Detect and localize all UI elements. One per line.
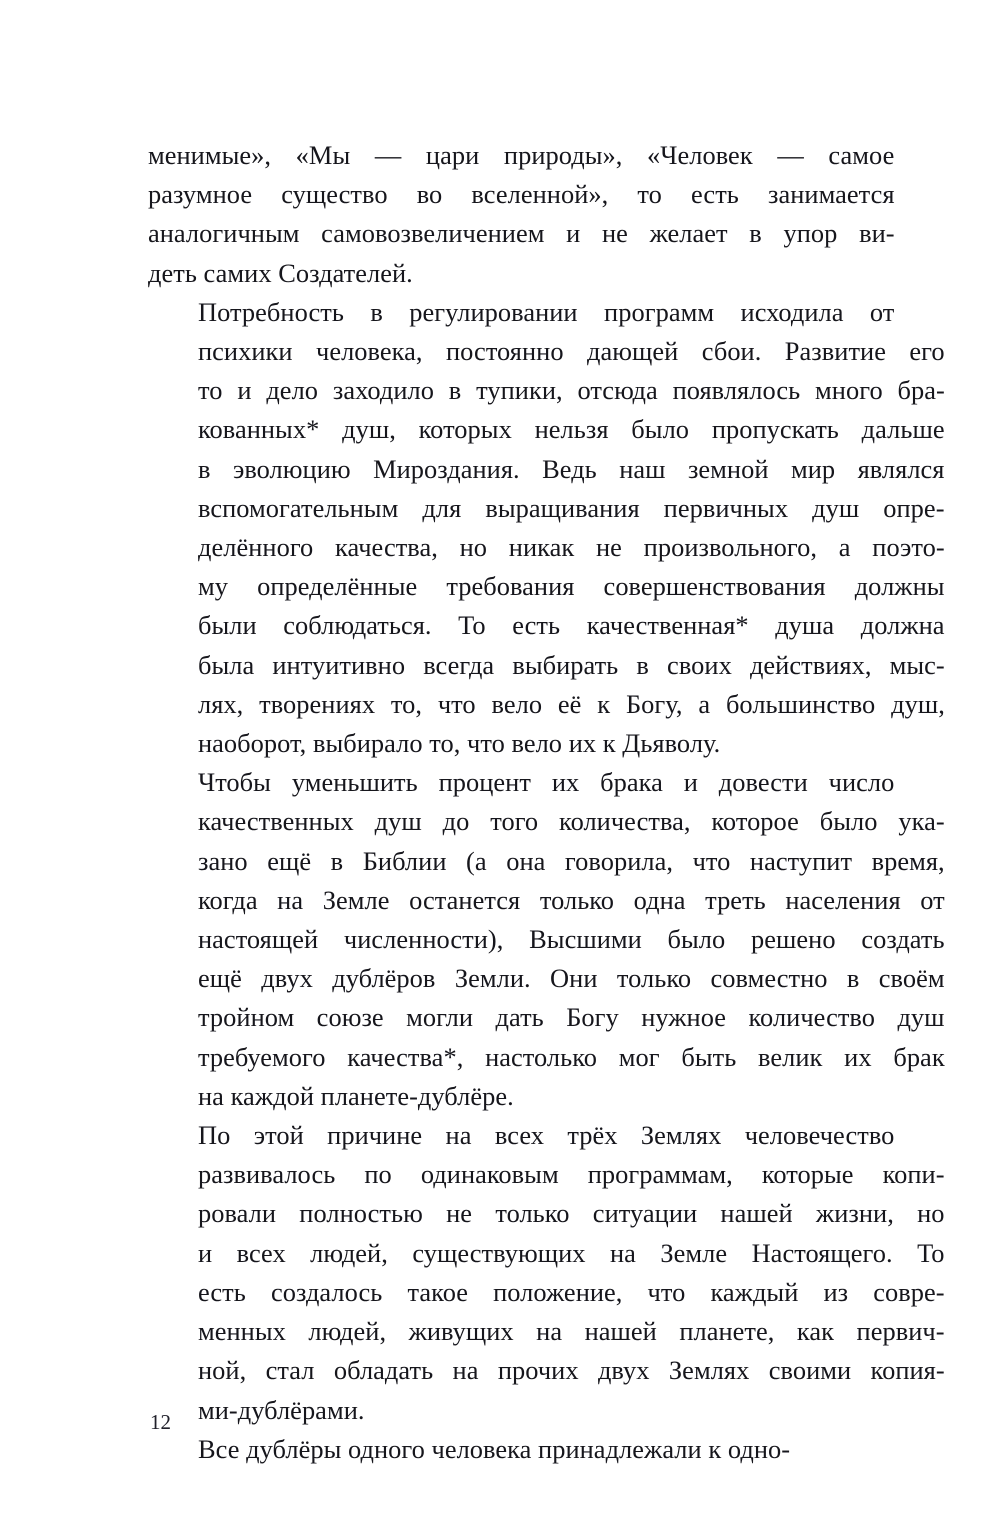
text-line: то и дело заходило в тупики, отсюда появлялось много бра- — [198, 375, 945, 406]
paragraph-po-etoy-prichine — [148, 1116, 945, 1430]
text-line: качественных душ до того количества, которое было ука- — [198, 806, 945, 837]
text-line: психики человека, постоянно дающей сбои. Развитие его — [198, 336, 945, 367]
text-line: ещё двух дублёров Земли. Они только совместно в своём — [198, 963, 945, 994]
text-line: когда на Земле останется только одна треть населения от — [198, 884, 945, 915]
text-line: По этой причине на всех трёх Землях человечество — [198, 1120, 895, 1151]
text-line: делённого качества, но никак не произвольного, а поэто- — [198, 532, 945, 563]
text-line: Потребность в регулировании программ исходила от — [198, 296, 895, 327]
paragraph-potrebnost — [148, 293, 945, 763]
text-line: лях, творениях то, что вело её к Богу, а большинство душ, — [198, 688, 945, 719]
text-line-footnote-kachestva: требуемого качества*, настолько мог быть велик их брак — [198, 1041, 945, 1072]
text-line: на каждой планете-дублёре. — [198, 1080, 514, 1111]
text-line: менных людей, живущих на нашей планете, как первич- — [198, 1316, 945, 1347]
paragraph-chtoby — [148, 763, 945, 1116]
text-line: ми-дублёрами. — [198, 1394, 365, 1425]
text-line: вспомогательным для выращивания первичных душ опре- — [198, 492, 945, 523]
text-line: тройном союзе могли дать Богу нужное количество душ — [198, 1002, 945, 1033]
text-line: деть самих Создателей. — [148, 257, 413, 288]
text-line: Все дублёры одного человека принадлежали к одно- — [198, 1433, 791, 1464]
paragraph-continuation — [148, 136, 895, 293]
text-line: менимые», «Мы — цари природы», «Человек — самое — [148, 140, 895, 170]
text-line: ной, стал обладать на прочих двух Землях своими копия- — [198, 1355, 945, 1386]
text-line: настоящей численности), Высшими было решено создать — [198, 924, 945, 955]
page-text-block — [148, 136, 945, 1469]
text-line: разумное существо во вселенной», то есть занимается — [148, 179, 895, 210]
text-line-footnote-brakovannyh: кованных* душ, которых нельзя было пропускать дальше — [198, 414, 945, 445]
text-line: му определённые требования совершенствования должны — [198, 571, 945, 602]
text-line: была интуитивно всегда выбирать в своих действиях, мыс- — [198, 649, 945, 680]
text-line-footnote-kachestvennaya: были соблюдаться. То есть качественная* душа должна — [198, 610, 945, 641]
text-line: наоборот, выбирало то, что вело их к Дьяволу. — [198, 728, 721, 759]
text-line: развивалось по одинаковым программам, которые копи- — [198, 1159, 945, 1190]
text-line: есть создалось такое положение, что каждый из совре- — [198, 1276, 945, 1307]
text-line: и всех людей, существующих на Земле Настоящего. То — [198, 1237, 945, 1268]
text-line: Чтобы уменьшить процент их брака и довести число — [198, 767, 895, 798]
page-number: 12 — [150, 1410, 171, 1434]
text-line: в эволюцию Мироздания. Ведь наш земной мир являлся — [198, 453, 945, 484]
paragraph-vse-dublyory — [148, 1430, 892, 1469]
text-line: аналогичным самовозвеличением и не желает в упор ви- — [148, 218, 895, 249]
text-line: зано ещё в Библии (а она говорила, что наступит время, — [198, 845, 945, 876]
text-line: ровали полностью не только ситуации нашей жизни, но — [198, 1198, 945, 1229]
